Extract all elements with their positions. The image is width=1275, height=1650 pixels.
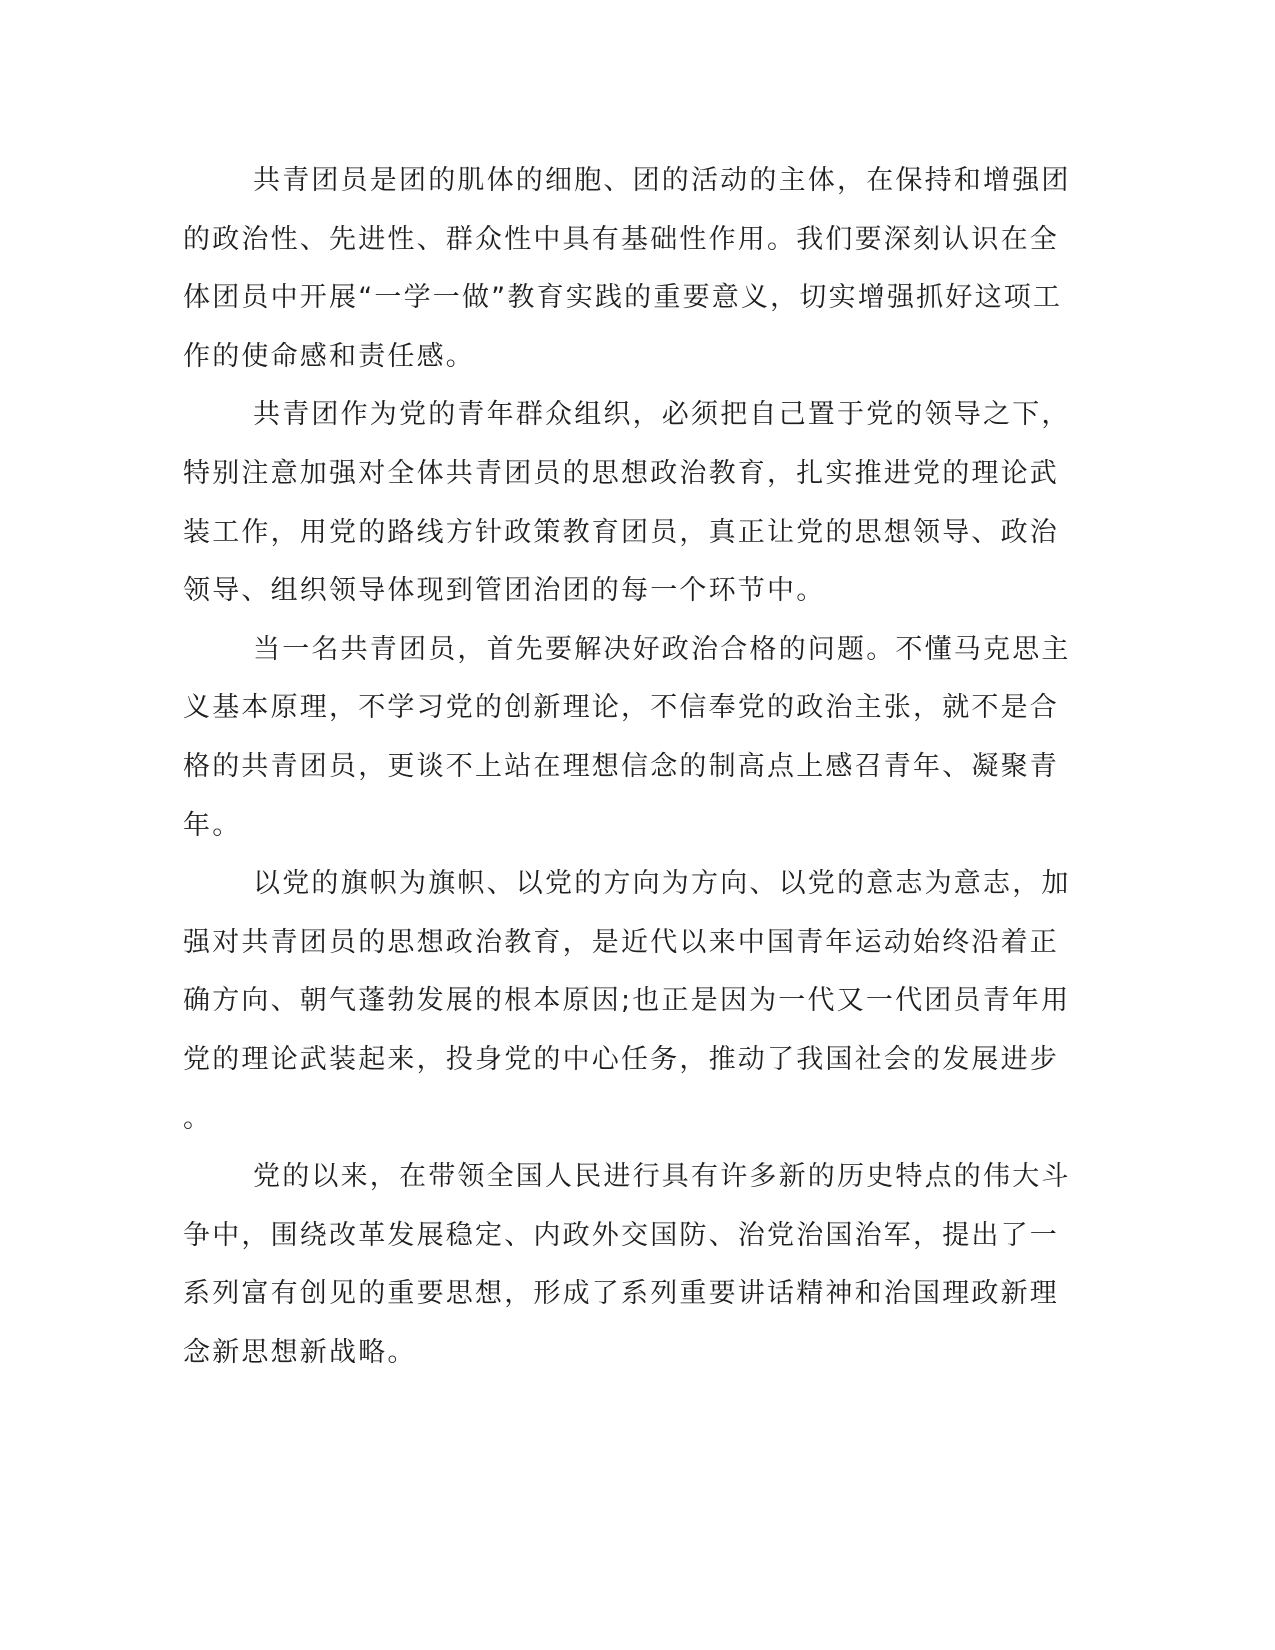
paragraph-line: 争中，围绕改革发展稳定、内政外交国防、治党治国治军，提出了一 — [183, 1219, 1059, 1251]
paragraph-line: 领导、组织领导体现到管团治团的每一个环节中。 — [183, 575, 826, 607]
paragraph-line: 确方向、朝气蓬勃发展的根本原因;也正是因为一代又一代团员青年用 — [183, 985, 1071, 1017]
paragraph-line: 。 — [183, 1102, 213, 1134]
paragraph-line: 格的共青团员，更谈不上站在理想信念的制高点上感召青年、凝聚青 — [183, 750, 1059, 782]
paragraph-3 — [183, 621, 1071, 855]
paragraph-5 — [183, 1148, 1071, 1382]
paragraph-line: 共青团作为党的青年群众组织，必须把自己置于党的领导之下， — [253, 399, 1071, 431]
document-body — [183, 152, 1071, 1382]
paragraph-line: 体团员中开展“一学一做”教育实践的重要意义，切实增强抓好这项工 — [183, 282, 1063, 314]
paragraph-line: 强对共青团员的思想政治教育，是近代以来中国青年运动始终沿着正 — [183, 926, 1059, 958]
paragraph-line: 作的使命感和责任感。 — [183, 340, 475, 372]
paragraph-line: 以党的旗帜为旗帜、以党的方向为方向、以党的意志为意志，加 — [253, 868, 1071, 900]
paragraph-line: 装工作，用党的路线方针政策教育团员，真正让党的思想领导、政治 — [183, 516, 1059, 548]
paragraph-line: 党的理论武装起来，投身党的中心任务，推动了我国社会的发展进步 — [183, 1043, 1059, 1075]
paragraph-line: 特别注意加强对全体共青团员的思想政治教育，扎实推进党的理论武 — [183, 457, 1059, 489]
paragraph-4 — [183, 855, 1071, 1148]
paragraph-line: 念新思想新战略。 — [183, 1336, 417, 1368]
paragraph-line: 的政治性、先进性、群众性中具有基础性作用。我们要深刻认识在全 — [183, 223, 1059, 255]
paragraph-line: 共青团员是团的肌体的细胞、团的活动的主体，在保持和增强团 — [253, 165, 1071, 196]
paragraph-line: 年。 — [183, 809, 242, 841]
paragraph-line: 系列富有创见的重要思想，形成了系列重要讲话精神和治国理政新理 — [183, 1278, 1059, 1310]
paragraph-1 — [183, 152, 1071, 386]
paragraph-line: 党的以来，在带领全国人民进行具有许多新的历史特点的伟大斗 — [253, 1161, 1071, 1193]
paragraph-line: 当一名共青团员，首先要解决好政治合格的问题。不懂马克思主 — [253, 633, 1071, 665]
paragraph-2 — [183, 386, 1071, 620]
paragraph-line: 义基本原理，不学习党的创新理论，不信奉党的政治主张，就不是合 — [183, 692, 1059, 724]
